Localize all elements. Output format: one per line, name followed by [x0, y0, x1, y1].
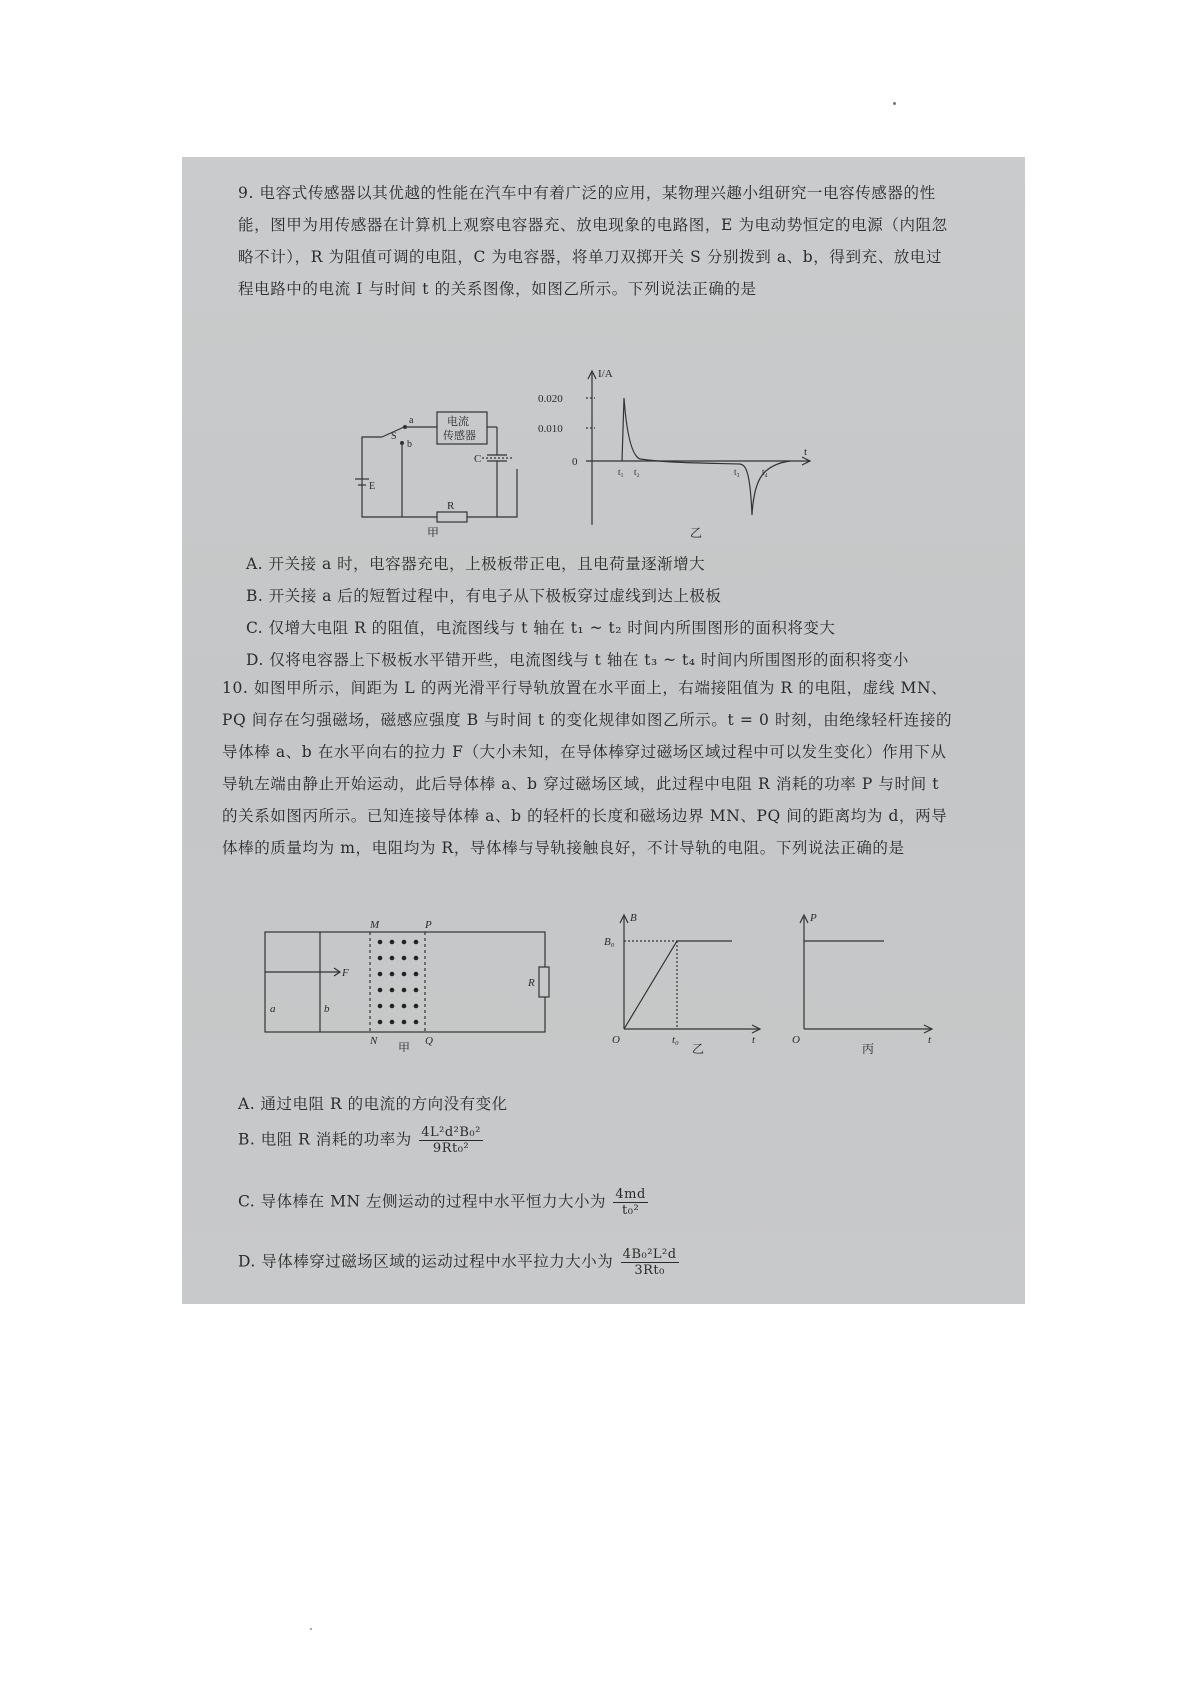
rails-diagram — [260, 912, 560, 1052]
label-a: a — [409, 415, 414, 426]
b-t-graph — [602, 909, 767, 1054]
numerator: 4B₀²L²d — [622, 1247, 677, 1262]
label-S: S — [391, 431, 397, 442]
q10-option-c-text: C. 导体棒在 MN 左侧运动的过程中水平恒力大小为 — [238, 1192, 606, 1211]
q9-option-a: A. 开关接 a 时，电容器充电，上极板带正电，且电荷量逐渐增大 — [246, 555, 706, 573]
label-b: b — [407, 439, 412, 450]
q10-option-b — [238, 1125, 483, 1156]
x-axis-label: t — [752, 1034, 756, 1046]
label-P: P — [425, 919, 432, 931]
caption-bing: 丙 — [862, 1042, 875, 1054]
caption-yi: 乙 — [692, 1042, 705, 1054]
q10-option-a: A. 通过电阻 R 的电流的方向没有变化 — [238, 1095, 508, 1113]
x-axis-label: t — [804, 446, 808, 458]
y-axis-label: P — [810, 912, 817, 924]
current-curve — [622, 398, 790, 515]
exam-photo — [182, 157, 1025, 1304]
label-b: b — [324, 1003, 330, 1015]
p-t-graph — [782, 909, 942, 1054]
label-N: N — [370, 1035, 378, 1047]
label-R: R — [528, 977, 535, 989]
q9-option-b: B. 开关接 a 后的短暂过程中，有电子从下极板穿过虚线到达上极板 — [246, 587, 722, 605]
label-M: M — [370, 919, 380, 931]
fraction — [419, 1125, 483, 1156]
t4-label: t₄ — [762, 467, 768, 477]
sensor-label-1: 电流 — [447, 416, 469, 428]
q10-option-b-text: B. 电阻 R 消耗的功率为 — [238, 1130, 412, 1149]
denominator: 3Rt₀ — [634, 1263, 665, 1278]
t3-label: t₃ — [734, 467, 740, 477]
y-axis-label: B — [630, 912, 637, 924]
label-R: R — [447, 500, 455, 512]
label-Q: Q — [425, 1035, 433, 1047]
stray-mark — [893, 102, 896, 105]
caption-jia: 甲 — [398, 1041, 411, 1052]
t1-label: t₁ — [618, 467, 624, 477]
q10-option-d-text: D. 导体棒穿过磁场区域的运动过程中水平拉力大小为 — [238, 1252, 614, 1271]
tick-zero: 0 — [572, 456, 578, 468]
q9-option-c: C. 仅增大电阻 R 的阻值，电流图线与 t 轴在 t₁ ~ t₂ 时间内所围图形的面积将变大 — [246, 619, 836, 637]
B0-label: B₀ — [604, 936, 615, 948]
tick-0-020: 0.020 — [538, 393, 563, 405]
label-C: C — [474, 453, 482, 465]
y-axis-label: I/A — [598, 368, 613, 380]
label-a: a — [270, 1003, 276, 1015]
numerator: 4md — [615, 1187, 646, 1202]
origin-label: O — [792, 1034, 800, 1046]
origin-label: O — [612, 1034, 620, 1046]
q10-option-c — [238, 1187, 648, 1218]
fraction — [621, 1247, 679, 1278]
t0-label: t₀ — [672, 1034, 679, 1046]
sensor-label-2: 传感器 — [443, 430, 476, 442]
question-9-text: 9. 电容式传感器以其优越的性能在汽车中有着广泛的应用，某物理兴趣小组研究一电容传感器的性能，图甲为用传感器在计算机上观察电容器充、放电现象的电路图，E 为电动势恒定的电源（内阻忽略不计），R 为阻值可调的电阻，C 为电容器，将单刀双掷开关 S 分别拨到 a、b，得到充、放电过程电路中的电流 I 与时间 t 的关系图像，如图乙所示。下列说法正确的是 — [238, 184, 948, 298]
current-time-graph — [500, 365, 830, 545]
question-10-text: 10. 如图甲所示，间距为 L 的两光滑平行导轨放置在水平面上，右端接阻值为 R 的电阻，虚线 MN、PQ 间存在匀强磁场，磁感应强度 B 与时间 t 的变化规律如图乙所示。t = 0 时刻，由绝缘轻杆连接的导体棒 a、b 在水平向右的拉力 F（大小未知，在导体棒穿过磁场区域过程中可以发生变化）作用下从导轨左端由静止开始运动，此后导体棒 a、b 穿过磁场区域，此过程中电阻 R 消耗的功率 P 与时间 t 的关系如图丙所示。已知连接导体棒 a、b 的轻杆的长度和磁场边界 MN、PQ 间的距离均为 d，两导体棒的质量均为 m，电阻均为 R，导体棒与导轨接触良好，不计导轨的电阻。下列说法正确的是 — [222, 679, 953, 857]
label-F: F — [342, 967, 349, 979]
t2-label: t₂ — [634, 467, 640, 477]
caption-jia: 甲 — [427, 526, 440, 537]
tick-0-010: 0.010 — [538, 423, 563, 435]
denominator: t₀² — [622, 1203, 640, 1218]
denominator: 9Rt₀² — [432, 1141, 470, 1156]
fraction — [613, 1187, 647, 1218]
magnetic-field-dots — [378, 940, 419, 1025]
stray-mark — [310, 1628, 312, 1630]
x-axis-label: t — [928, 1034, 932, 1046]
q9-option-d: D. 仅将电容器上下极板水平错开些，电流图线与 t 轴在 t₃ ~ t₄ 时间内所围图形的面积将变小 — [246, 651, 909, 669]
label-E: E — [369, 481, 376, 492]
caption-yi: 乙 — [690, 526, 703, 540]
numerator: 4L²d²B₀² — [421, 1125, 481, 1140]
q10-option-d — [238, 1247, 679, 1278]
